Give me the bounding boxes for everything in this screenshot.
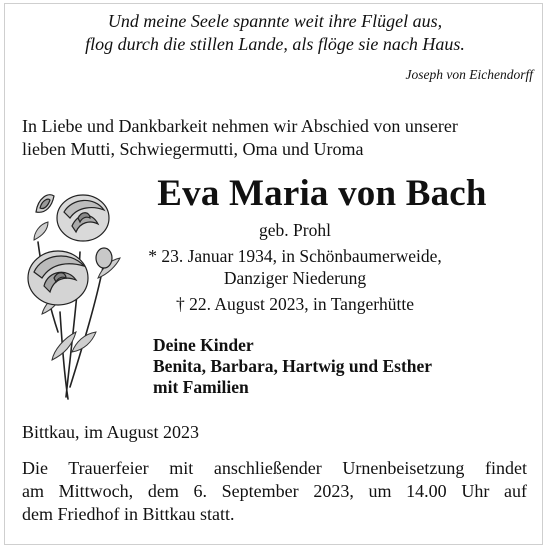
poem-line-2: flog durch die stillen Lande, als flöge sie nach Haus. xyxy=(85,34,465,54)
mourners-line-1: Deine Kinder xyxy=(153,335,254,355)
birth-line-1: * 23. Januar 1934, in Schönbaumerweide, xyxy=(148,246,442,266)
intro-line-1: In Liebe und Dankbarkeit nehmen wir Abschied von unserer xyxy=(22,116,458,136)
poem-author: Joseph von Eichendorff xyxy=(405,67,533,82)
maiden-name: geb. Prohl xyxy=(259,220,331,240)
funeral-line-1: Die Trauerfeier mit anschließender Urnenbeisetzung findet xyxy=(22,458,527,478)
mourners-line-2: Benita, Barbara, Hartwig und Esther xyxy=(153,356,433,376)
place-date: Bittkau, im August 2023 xyxy=(22,422,200,442)
funeral-line-2: am Mittwoch, dem 6. September 2023, um 14.00 Uhr auf xyxy=(22,481,527,501)
mourners-line-3: mit Familien xyxy=(153,377,249,397)
funeral-line-3: dem Friedhof in Bittkau statt. xyxy=(22,504,235,524)
life-details xyxy=(135,219,455,315)
poem-line-1: Und meine Seele spannte weit ihre Flügel aus, xyxy=(107,11,443,31)
birth-line-2: Danziger Niederung xyxy=(223,268,367,288)
death-line: † 22. August 2023, in Tangerhütte xyxy=(175,294,415,314)
rose-bouquet-icon xyxy=(18,182,130,404)
funeral-info xyxy=(22,457,527,526)
intro-line-2: lieben Mutti, Schwiegermutti, Oma und Uroma xyxy=(22,139,364,159)
intro-text xyxy=(22,115,527,161)
poem-quote xyxy=(0,10,550,56)
deceased-name: Eva Maria von Bach xyxy=(157,173,487,214)
mourners-block xyxy=(153,335,513,398)
